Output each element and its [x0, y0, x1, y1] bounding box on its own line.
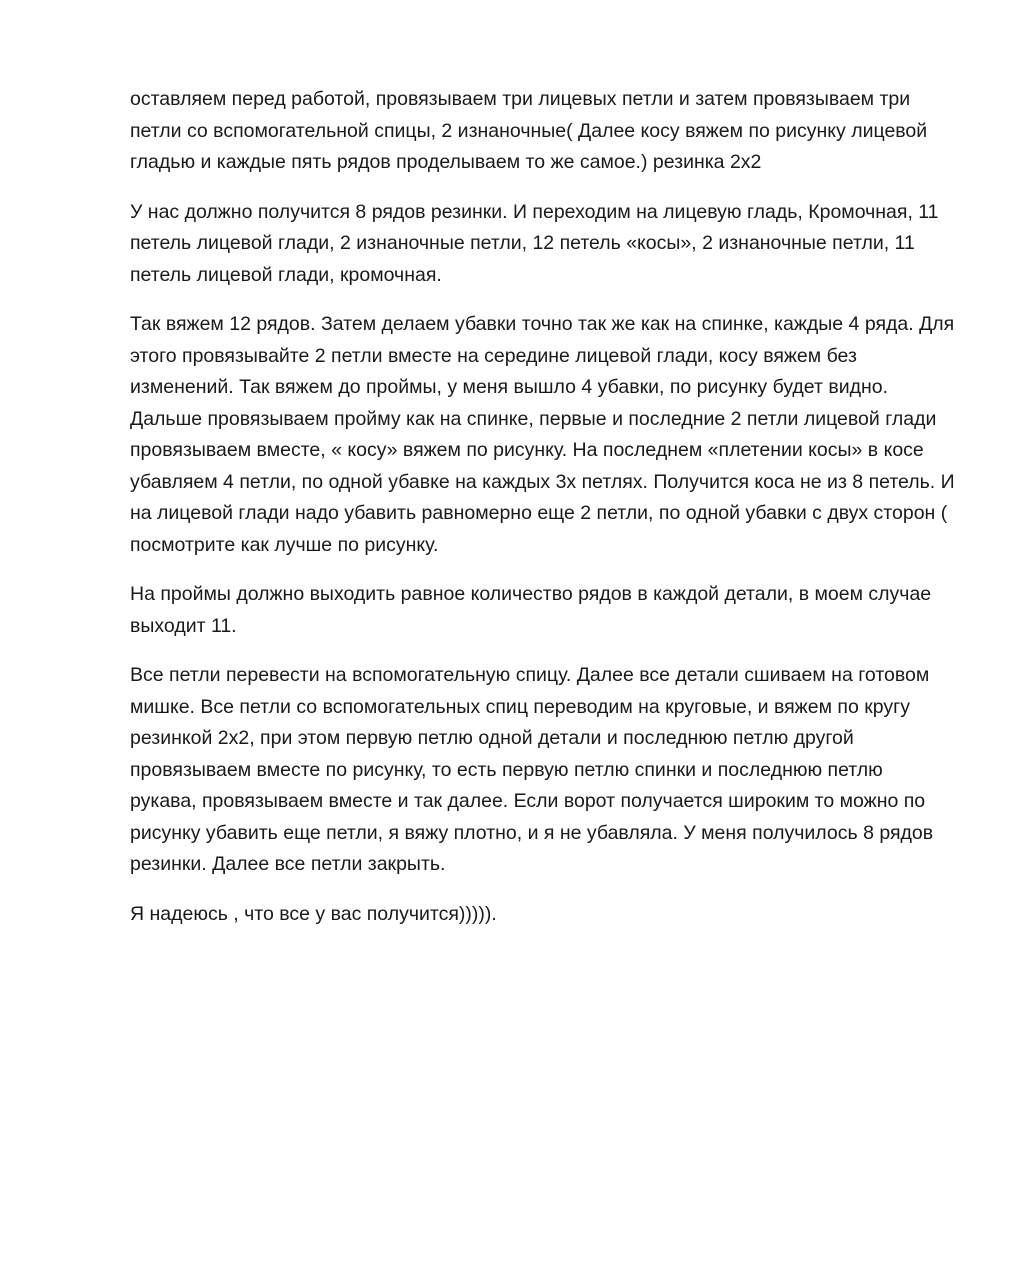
text-line: рукава, провязываем вместе и так далее. Если ворот получается широким то можно по: [130, 790, 926, 812]
text-line: гладью и каждые пять рядов проделываем то же самое.) резинка 2х2: [130, 151, 762, 173]
text-line: посмотрите как лучше по рисунку.: [130, 533, 439, 556]
text-line: Я надеюсь , что все у вас получится))))).: [130, 902, 497, 925]
text-line: провязываем вместе, « косу» вяжем по рисунку. На последнем «плетении косы» в косе: [130, 439, 924, 461]
text-line: петли со вспомогательной спицы, 2 изнаночные( Далее косу вяжем по рисунку лицевой: [130, 119, 928, 142]
text-line: У нас должно получится 8 рядов резинки. И переходим на лицевую гладь, Кромочная, 11: [130, 200, 939, 223]
text-line: выходит 11.: [130, 614, 237, 637]
text-line: На проймы должно выходить равное количество рядов в каждой детали, в моем случае: [130, 583, 932, 605]
paragraph-4: [130, 579, 1000, 642]
paragraph-1: [130, 84, 1000, 179]
text-line: провязываем вместе по рисунку, то есть первую петлю спинки и последнюю петлю: [130, 758, 883, 781]
text-line: Дальше провязываем пройму как на спинке, первые и последние 2 петли лицевой глади: [130, 407, 937, 430]
text-line: петель лицевой глади, кромочная.: [130, 263, 442, 286]
text-line: убавляем 4 петли, по одной убавке на каждых 3х петлях. Получится коса не из 8 петель. И: [130, 470, 955, 493]
paragraph-5: [130, 660, 1000, 881]
text-line: на лицевой глади надо убавить равномерно еще 2 петли, по одной убавки с двух сторон (: [130, 502, 948, 524]
paragraph-3: [130, 309, 1000, 561]
text-line: Все петли перевести на вспомогательную спицу. Далее все детали сшиваем на готовом: [130, 664, 930, 686]
text-line: этого провязывайте 2 петли вместе на середине лицевой глади, косу вяжем без: [130, 344, 857, 367]
text-line: петель лицевой глади, 2 изнаночные петли, 12 петель «косы», 2 изнаночные петли, 11: [130, 232, 915, 254]
text-line: резинки. Далее все петли закрыть.: [130, 853, 446, 875]
paragraph-6: [130, 899, 1000, 931]
text-line: Так вяжем 12 рядов. Затем делаем убавки точно так же как на спинке, каждые 4 ряда. Для: [130, 313, 955, 335]
text-line: рисунку убавить еще петли, я вяжу плотно, и я не убавляла. У меня получилось 8 рядов: [130, 821, 934, 844]
text-line: мишке. Все петли со вспомогательных спиц переводим на круговые, и вяжем по кругу: [130, 695, 910, 718]
text-line: изменений. Так вяжем до проймы, у меня вышло 4 убавки, по рисунку будет видно.: [130, 376, 889, 398]
paragraph-2: [130, 197, 1000, 292]
document-body: [130, 84, 1000, 948]
text-line: оставляем перед работой, провязываем три лицевых петли и затем провязываем три: [130, 88, 911, 110]
text-line: резинкой 2х2, при этом первую петлю одной детали и последнюю петлю другой: [130, 727, 854, 749]
